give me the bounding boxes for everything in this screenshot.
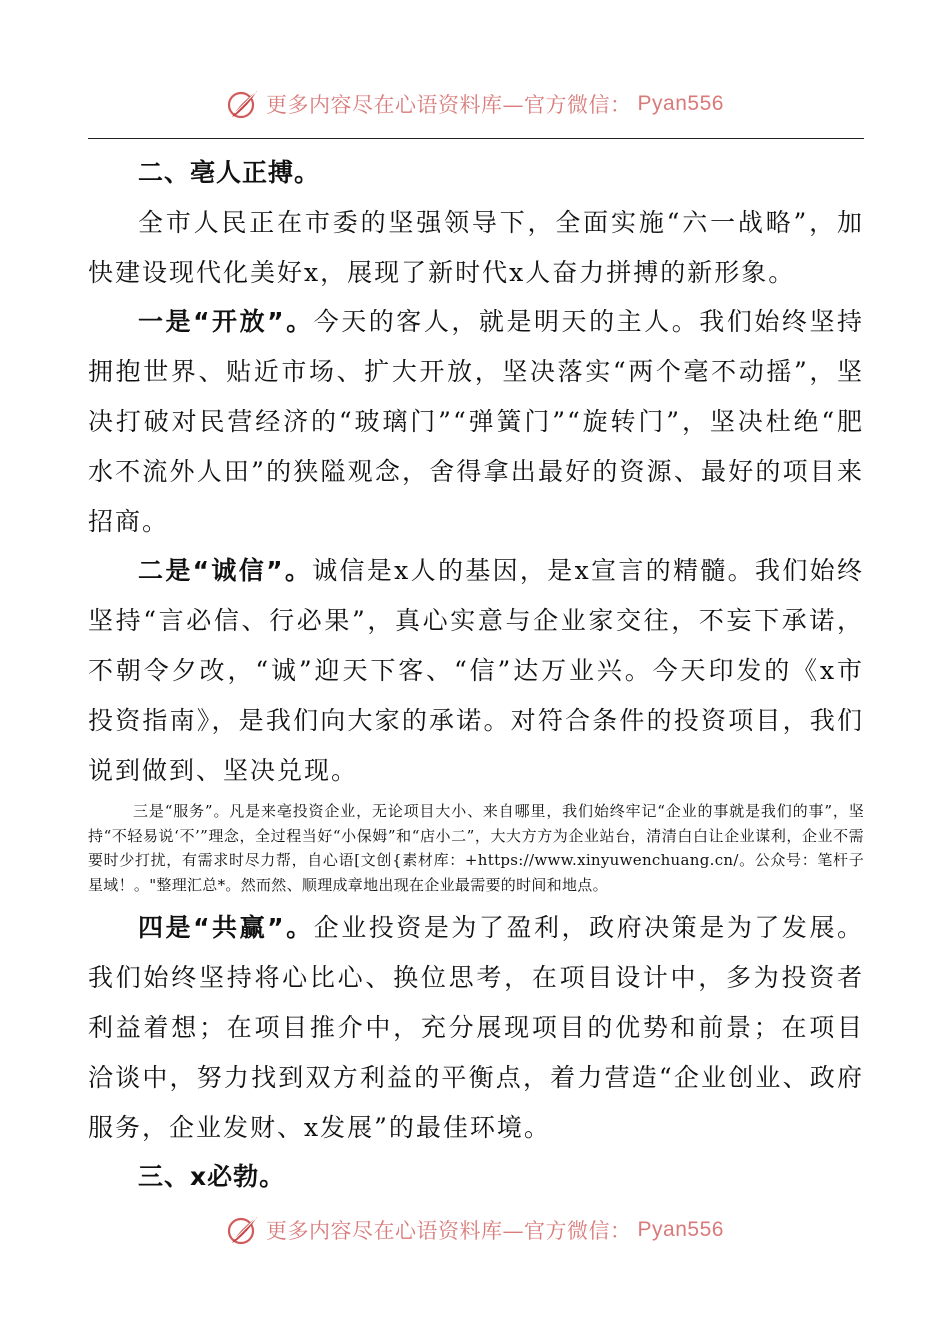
header-brand-handle: Pyan556 [637, 92, 724, 115]
paragraph-win-win [88, 903, 864, 1152]
paragraph-win-win-text: 企业投资是为了盈利，政府决策是为了发展。我们始终坚持将心比心、换位思考，在项目设计中，多为投资者利益着想；在项目推介中，充分展现项目的优势和前景；在项目洽谈中，努力找到双方利益的平衡点，着力营造“企业创业、政府服务，企业发财、x发展”的最佳环境。 [88, 913, 864, 1142]
paragraph-integrity [88, 546, 864, 795]
footer-brand-handle: Pyan556 [637, 1218, 724, 1241]
header-divider [88, 138, 864, 139]
quill-logo-icon [226, 87, 260, 121]
section-heading-2: 二、亳人正搏。 [138, 158, 321, 187]
paragraph-service: 三是“服务”。凡是来亳投资企业，无论项目大小、来自哪里，我们始终牢记“企业的事就是我们的事”，坚持“不轻易说‘不’”理念，全过程当好“小保姆”和“店小二”，大大方方为企业站台，清清白白让企业谋利，企业不需要时少打扰，有需求时尽力帮，自心语[文创{素材库：+https://www.xinyuwenchuang.cn/。公众号：笔杆子星域！。"整理汇总*。然而然、顺理成章地出现在企业最需要的时间和地点。 [88, 802, 864, 894]
page-footer [0, 1210, 950, 1250]
paragraph-integrity-text: 诚信是x人的基因，是x宣言的精髓。我们始终坚持“言必信、行必果”，真心实意与企业家交往，不妄下承诺，不朝令夕改，“诚”迎天下客、“信”达万业兴。今天印发的《x市投资指南》，是我们向大家的承诺。对符合条件的投资项目，我们说到做到、坚决兑现。 [88, 556, 864, 785]
paragraph-openness-lead: 一是“开放”。 [138, 307, 314, 337]
paragraph-openness [88, 297, 864, 546]
header-brand-text: 更多内容尽在心语资料库—官方微信： [266, 93, 632, 117]
paragraph-integrity-lead: 二是“诚信”。 [138, 556, 313, 586]
footer-brand [226, 1213, 724, 1247]
footer-brand-text: 更多内容尽在心语资料库—官方微信： [266, 1219, 632, 1243]
page-header [0, 84, 950, 124]
section-heading-3: 三、x必勃。 [138, 1162, 286, 1192]
document-body [88, 148, 864, 1202]
header-brand [226, 87, 724, 121]
quill-logo-icon [226, 1213, 260, 1247]
paragraph-openness-text: 今天的客人，就是明天的主人。我们始终坚持拥抱世界、贴近市场、扩大开放，坚决落实“两个毫不动摇”，坚决打破对民营经济的“玻璃门”“弹簧门”“旋转门”，坚决杜绝“肥水不流外人田”的狭隘观念，舍得拿出最好的资源、最好的项目来招商。 [88, 307, 864, 536]
intro-paragraph: 全市人民正在市委的坚强领导下，全面实施“六一战略”，加快建设现代化美好x，展现了新时代x人奋力拼搏的新形象。 [88, 207, 864, 287]
paragraph-win-win-lead: 四是“共赢”。 [138, 913, 314, 943]
